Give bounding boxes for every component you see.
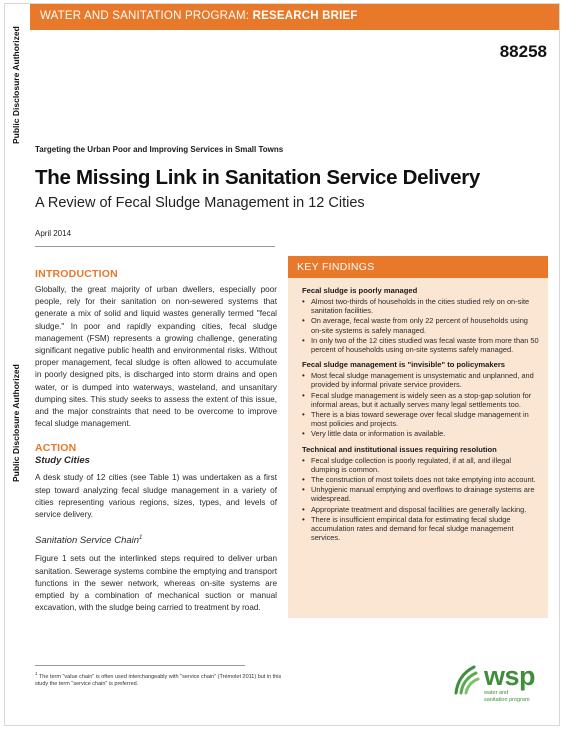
- disclosure-text-bottom: Public Disclosure Authorized: [11, 364, 21, 482]
- main-column: [35, 268, 277, 614]
- study-cities-text: A desk study of 12 cities (see Table 1) was undertaken as a first step toward analyzing fecal sludge management in a variety of cities representing various regions, sizes, types, and levels of service delivery.: [35, 473, 277, 520]
- finding-item: • There is a bias toward sewerage over fecal sludge management in most policies and projects.: [302, 410, 540, 428]
- findings-list: [302, 456, 540, 543]
- finding-item: • Appropriate treatment and disposal facilities are generally lacking.: [302, 505, 540, 514]
- finding-item: • Very little data or information is available.: [302, 429, 540, 438]
- program-label: [40, 10, 358, 22]
- finding-item: • In only two of the 12 cities studied was fecal waste from more than 50 percent of households using on-site systems safely managed.: [302, 336, 540, 354]
- finding-item: • Unhygienic manual emptying and overflows to drainage systems are widespread.: [302, 485, 540, 503]
- finding-item: • There is insufficient empirical data for estimating fecal sludge accumulation rates and demand for fecal sludge management services.: [302, 515, 540, 543]
- findings-group-title: Fecal sludge management is "invisible" to policymakers: [302, 360, 506, 370]
- findings-group: [302, 360, 540, 438]
- research-brief-page: [4, 3, 560, 726]
- findings-group-title: Technical and institutional issues requiring resolution: [302, 444, 497, 454]
- findings-group: [302, 445, 540, 543]
- key-findings-header: [288, 256, 548, 278]
- footnote-divider: [35, 665, 245, 666]
- page-title: The Missing Link in Sanitation Service Delivery: [35, 166, 481, 189]
- finding-item: • Fecal sludge collection is poorly regulated, if at all, and illegal dumping is common.: [302, 456, 540, 474]
- service-chain-heading: [35, 535, 277, 546]
- disclosure-text-top: Public Disclosure Authorized: [11, 26, 21, 144]
- footnote-marker: 1: [139, 535, 143, 542]
- wsp-logo: [454, 661, 554, 711]
- logo-tagline: [484, 690, 530, 703]
- logo-tagline-line2: sanitation program: [484, 696, 530, 703]
- key-findings-body: [302, 286, 540, 548]
- page-subtitle: A Review of Fecal Sludge Management in 12 Cities: [35, 195, 365, 211]
- footnote: [35, 670, 285, 689]
- disclosure-label-bottom: [11, 364, 21, 482]
- finding-item: • Fecal sludge management is widely seen as a stop-gap solution for informal areas, but it actually serves many legal settlements too.: [302, 391, 540, 409]
- finding-item: • Most fecal sludge management is unsystematic and unplanned, and provided by informal private service providers.: [302, 371, 540, 389]
- logo-tagline-line1: water and: [484, 690, 509, 696]
- findings-list: [302, 297, 540, 354]
- footnote-text: The term "value chain" is often used interchangeably with "service chain" (Trémolet 2011) but in this study the term "service chain" is preferred.: [35, 673, 282, 688]
- study-cities-heading: Study Cities: [35, 455, 90, 467]
- action-heading: ACTION: [35, 442, 77, 455]
- service-chain-heading-text: Sanitation Service Chain: [35, 535, 140, 547]
- series-kicker: Targeting the Urban Poor and Improving Services in Small Towns: [35, 145, 284, 154]
- finding-item: • The construction of most toilets does not take emptying into account.: [302, 475, 540, 484]
- footnote-number: 1: [35, 671, 38, 676]
- logo-wordmark: wsp: [484, 661, 536, 691]
- findings-group: [302, 286, 540, 354]
- finding-item: • On average, fecal waste from only 22 percent of households using on-site systems is safely managed.: [302, 316, 540, 334]
- service-chain-text: Figure 1 sets out the interlinked steps required to deliver urban sanitation. Sewerage systems combine the emptying and transport functions in the sewer network, whereas on-site systems are emptied by a combination of mechanical suction or manual excavation, with the sludge being carried to treatment by road.: [35, 554, 277, 613]
- title-divider: [35, 246, 275, 247]
- program-banner: [30, 4, 560, 30]
- findings-list: [302, 371, 540, 438]
- introduction-text: Globally, the great majority of urban dwellers, especially poor people, rely for their sanitation on non-sewered systems that generate a mix of solid and liquid wastes generally termed "fecal sludge." In poor and rapidly expanding cities, fecal sludge management (FSM) represents a growing challenge, generating significant negative public health and environmental risks. Without proper management, fecal sludge is often allowed to accumulate in poorly designed pits, is discharged into storm drains and open water, or is dumped into waterways, wasteland, and unsanitary dumping sites. This study seeks to assess the extent of this issue, and the major constraints that need to be overcome to improve fecal sludge management.: [35, 285, 277, 429]
- disclosure-label-top: [11, 26, 21, 144]
- document-number: 88258: [499, 42, 547, 61]
- brief-type: RESEARCH BRIEF: [252, 10, 358, 22]
- key-findings-box: [288, 256, 548, 618]
- key-findings-heading: KEY FINDINGS: [297, 261, 375, 273]
- program-name: WATER AND SANITATION PROGRAM:: [40, 10, 253, 22]
- publication-date: April 2014: [35, 229, 72, 238]
- finding-item: • Almost two-thirds of households in the cities studied rely on on-site sanitation facilities.: [302, 297, 540, 315]
- wsp-logo-mark-icon: [454, 663, 480, 695]
- introduction-heading: INTRODUCTION: [35, 268, 118, 280]
- findings-group-title: Fecal sludge is poorly managed: [302, 286, 418, 295]
